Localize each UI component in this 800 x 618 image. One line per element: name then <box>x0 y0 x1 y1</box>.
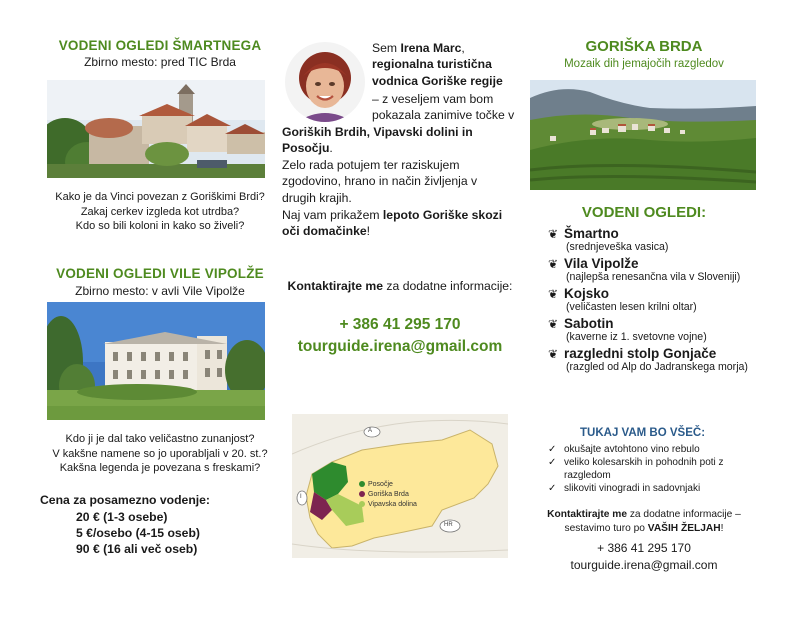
flower-bullet-icon: ❦ <box>548 256 559 271</box>
right-email[interactable]: tourguide.irena@gmail.com <box>570 558 718 572</box>
smartno-questions <box>40 190 280 234</box>
map-badge-italy: I <box>300 494 302 500</box>
contact-lead <box>282 278 518 294</box>
smartno-question: Kako je da Vinci povezan z Goriškimi Brdi? <box>55 191 265 203</box>
flower-bullet-icon: ❦ <box>548 316 559 331</box>
flower-bullet-icon: ❦ <box>548 346 559 361</box>
list-item <box>548 256 768 284</box>
tour-name: Šmartno <box>564 226 619 241</box>
tour-desc: (najlepša renesančna vila v Sloveniji) <box>566 271 741 283</box>
list-item <box>548 346 768 374</box>
intro-text: Naj vam prikažem <box>282 208 383 222</box>
vipolze-photo <box>47 302 265 420</box>
map-badge-austria: A <box>368 428 373 434</box>
price-title: Cena za posamezno vodenje: <box>40 493 210 507</box>
smartno-meeting: Zbirno mesto: pred TIC Brda <box>84 55 236 69</box>
like-title: TUKAJ VAM BO VŠEČ: <box>580 427 706 439</box>
smartno-section <box>40 38 280 69</box>
vipolze-question: V kakšne namene so jo uporabljali v 20. st.? <box>52 447 268 460</box>
brda-title: GORIŠKA BRDA <box>585 38 703 55</box>
map-legend-item: Goriška Brda <box>368 491 409 498</box>
brda-photo <box>530 80 756 190</box>
intro-text: Sem <box>372 41 401 55</box>
guide-role: regionalna turistična vodnica Goriške regije <box>372 57 503 88</box>
tour-desc: (razgled od Alp do Jadranskega morja) <box>566 361 748 373</box>
map-legend <box>368 480 417 510</box>
tour-name: Kojsko <box>564 286 610 301</box>
list-item <box>548 316 768 344</box>
checkmark-icon: ✓ <box>548 444 557 455</box>
cta-bold: Kontaktirajte me <box>547 509 627 520</box>
brda-header <box>525 38 763 70</box>
vipolze-question: Kakšna legenda je povezana s freskami? <box>59 462 261 474</box>
flower-bullet-icon: ❦ <box>548 226 559 241</box>
like-text: veliko kolesarskih in pohodnih poti z razgledom <box>564 457 724 481</box>
tour-desc: (kaverne iz 1. svetovne vojne) <box>566 331 707 343</box>
intro-closing <box>282 207 518 240</box>
tour-name: Vila Vipolže <box>564 256 639 271</box>
contact-lead-rest: za dodatne informacije: <box>383 279 513 293</box>
map-legend-item: Vipavska dolina <box>368 501 417 508</box>
vipolze-section <box>40 266 280 298</box>
like-text: okušajte avtohtono vino rebulo <box>564 444 700 455</box>
vipolze-title: VODENI OGLEDI VILE VIPOLŽE <box>56 266 264 281</box>
checkmark-icon: ✓ <box>548 483 557 494</box>
vipolze-question: Kdo ji je dal tako veličastno zunanjost? <box>65 433 255 445</box>
tour-list <box>548 226 768 376</box>
region-map <box>292 414 508 558</box>
intro-places: Goriških Brdih, Vipavski dolini in Posočju <box>282 125 473 156</box>
right-cta <box>528 508 760 536</box>
like-list <box>548 443 748 495</box>
right-phone[interactable]: + 386 41 295 170 <box>597 541 691 555</box>
intro-beauty: lepoto Goriške skozi oči domačinke <box>282 208 503 239</box>
contact-lead-bold: Kontaktirajte me <box>287 279 384 293</box>
flower-bullet-icon: ❦ <box>548 286 559 301</box>
price-row: 20 € (1-3 osebe) <box>76 510 168 524</box>
cta-text: za dodatne informacije – <box>626 509 741 520</box>
intro-places-block <box>282 124 518 157</box>
cta-bold: VAŠIH ŽELJAH <box>647 523 721 534</box>
checkmark-icon: ✓ <box>548 457 557 468</box>
price-row: 5 €/osebo (4-15 oseb) <box>76 526 200 540</box>
price-row: 90 € (16 ali več oseb) <box>76 542 198 556</box>
tour-desc: (srednjeveška vasica) <box>566 241 669 253</box>
contact-phone[interactable]: + 386 41 295 170 <box>339 316 461 333</box>
map-badge-croatia: HR <box>444 522 453 528</box>
smartno-photo <box>47 80 265 178</box>
intro-travel: Zelo rada potujem ter raziskujem zgodovino, hrano in način življenja v drugih krajih. <box>282 158 478 205</box>
intro-text: ! <box>366 224 371 239</box>
map-legend-item: Posočje <box>368 481 393 488</box>
intro-head <box>372 40 522 89</box>
contact-email[interactable]: tourguide.irena@gmail.com <box>297 338 503 355</box>
intro-body <box>282 91 518 124</box>
right-contact <box>528 540 760 574</box>
vipolze-questions <box>40 432 280 476</box>
list-item <box>548 443 748 456</box>
smartno-title: VODENI OGLEDI ŠMARTNEGA <box>58 38 262 53</box>
smartno-question: Kdo so bili koloni in kako so živeli? <box>75 220 245 232</box>
smartno-question: Zakaj cerkev izgleda kot utrdba? <box>80 205 240 218</box>
like-text: slikoviti vinogradi in sadovnjaki <box>564 483 701 494</box>
list-item <box>548 456 748 482</box>
price-section <box>40 492 280 557</box>
list-item <box>548 482 748 495</box>
intro-text: . <box>329 141 333 156</box>
vipolze-meeting: Zbirno mesto: v avli Vile Vipolže <box>75 284 245 298</box>
intro-text: , <box>461 41 465 55</box>
list-item <box>548 286 768 314</box>
cta-text: sestavimo turo po <box>564 523 648 534</box>
tour-name: Sabotin <box>564 316 614 331</box>
tour-desc: (veličasten lesen krilni oltar) <box>566 301 697 313</box>
list-item <box>548 226 768 254</box>
tours-title: VODENI OGLEDI: <box>581 204 707 221</box>
guide-name: Irena Marc <box>400 41 462 55</box>
cta-text: ! <box>720 523 724 534</box>
intro-line: – z veseljem vam bom pokazala zanimive točke v <box>372 92 515 123</box>
brda-subtitle: Mozaik dih jemajočih razgledov <box>564 58 724 70</box>
tour-name: razgledni stolp Gonjače <box>564 346 717 361</box>
